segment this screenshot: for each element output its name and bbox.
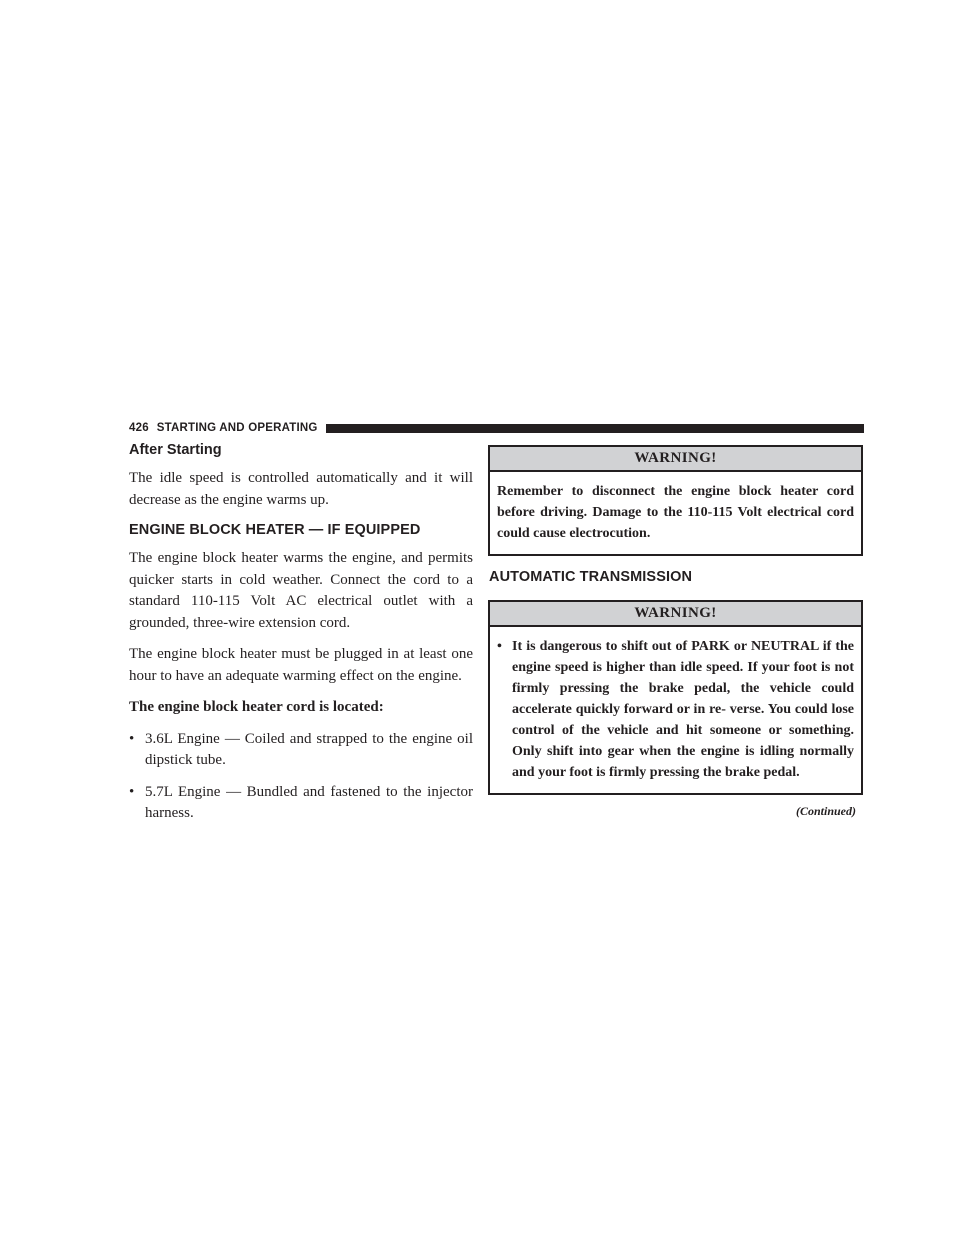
- list-item: [129, 782, 473, 825]
- cord-location-heading: The engine block heater cord is located:: [129, 699, 384, 715]
- after-starting-paragraph: The idle speed is controlled automatically and it will decrease as the engine warms up.: [129, 470, 473, 508]
- bullet-icon: •: [129, 730, 135, 747]
- automatic-transmission-heading: AUTOMATIC TRANSMISSION: [489, 569, 693, 585]
- page-number: 426: [129, 422, 149, 434]
- warning-body: Remember to disconnect the engine block heater cord before driving. Damage to the 110-115 Volt electrical cord could cause electrocution.: [497, 484, 854, 541]
- warning-body: [490, 627, 861, 793]
- bullet-icon: •: [129, 783, 135, 800]
- list-item-text: 5.7L Engine — Bundled and fastened to the injector harness.: [145, 783, 473, 821]
- after-starting-heading: After Starting: [129, 442, 222, 458]
- list-item: [129, 729, 473, 772]
- right-column: [488, 445, 863, 819]
- section-title: STARTING AND OPERATING: [156, 422, 318, 434]
- block-heater-paragraph-1: The engine block heater warms the engine, and permits quicker starts in cold weather. Connect the cord to a standard 110-115 Volt AC electrical outlet with a grounded, three-wire extension cord.: [129, 550, 473, 631]
- warning-title: WARNING!: [490, 447, 861, 472]
- header-rule: [326, 424, 864, 433]
- continued-label: (Continued): [795, 804, 856, 818]
- warning-title: WARNING!: [490, 602, 861, 627]
- list-item-text: 3.6L Engine — Coiled and strapped to the engine oil dipstick tube.: [145, 730, 473, 768]
- block-heater-paragraph-2: The engine block heater must be plugged in at least one hour to have an adequate warming effect on the engine.: [129, 646, 473, 684]
- page-header: [129, 421, 864, 435]
- list-item: [497, 636, 854, 783]
- list-item-text: It is dangerous to shift out of PARK or NEUTRAL if the engine speed is higher than idle speed. If your foot is not firmly pressing the brake pedal, the vehicle could accelerate quickly forward or in re- verse. You could lose control of the vehicle and hit someone or something. Only shift into gear when the engine is idling normally and your foot is firmly pressing the brake pedal.: [512, 639, 854, 780]
- cord-location-list: [129, 729, 473, 825]
- warning-box-block-heater: [488, 445, 863, 556]
- bullet-icon: •: [497, 639, 502, 654]
- left-column: [129, 441, 473, 835]
- warning-box-transmission: [488, 600, 863, 795]
- warning-list: [497, 636, 854, 783]
- block-heater-heading: ENGINE BLOCK HEATER — IF EQUIPPED: [129, 522, 421, 538]
